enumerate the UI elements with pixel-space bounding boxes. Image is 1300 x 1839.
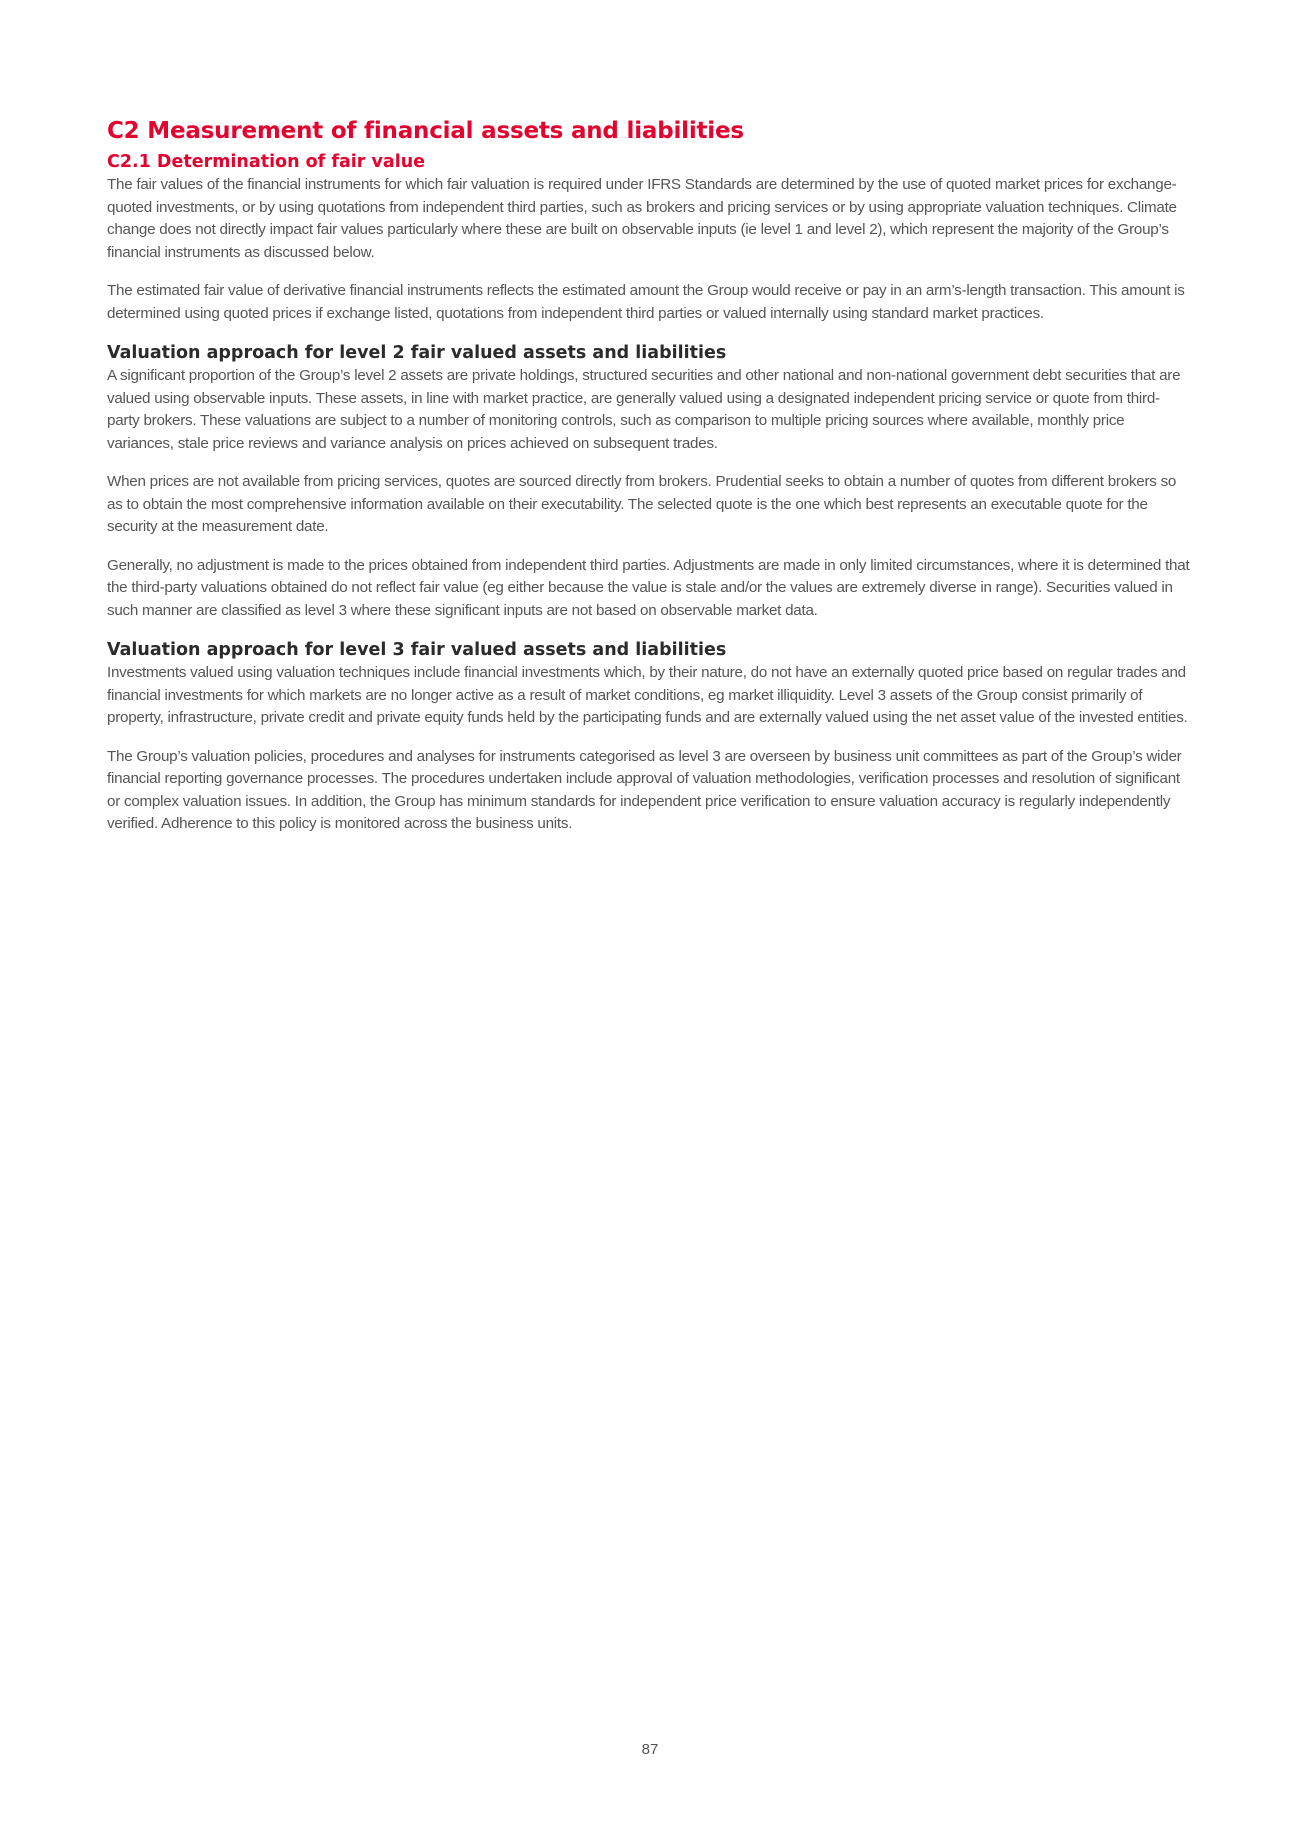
paragraph-derivatives: The estimated fair value of derivative financial instruments reflects the estimated amount the Group would receive or pay in an arm’s-length transaction. This amount is determined using quoted prices if exchange listed, quotations from independent third parties or valued internally using standard market practices. xyxy=(107,282,1185,322)
document-body xyxy=(107,118,1192,836)
level2-heading: Valuation approach for level 2 fair valued assets and liabilities xyxy=(107,343,727,363)
level3-heading: Valuation approach for level 3 fair valued assets and liabilities xyxy=(107,640,727,660)
page-number: 87 xyxy=(641,1741,659,1758)
paragraph-level2-brokers: When prices are not available from pricing services, quotes are sourced directly from brokers. Prudential seeks to obtain a number of quotes from different brokers so as to obtain the most comprehensive information available on their executability. The selected quote is the one which best represents an executable quote for the security at the measurement date. xyxy=(107,473,1177,535)
paragraph-level2-adjustments: Generally, no adjustment is made to the prices obtained from independent third parties. Adjustments are made in only limited circumstances, where it is determined that the third-party valuations obtained do not reflect fair value (eg either because the value is stale and/or the values are extremely diverse in range). Securities valued in such manner are classified as level 3 where these significant inputs are not based on observable market data. xyxy=(107,556,1190,619)
paragraph-level3-governance: The Group’s valuation policies, procedures and analyses for instruments categorised as level 3 are overseen by business unit committees as part of the Group’s wider financial reporting governance processes. The procedures undertaken include approval of valuation methodologies, verification processes and resolution of significant or complex valuation issues. In addition, the Group has minimum standards for independent price verification to ensure valuation accuracy is regularly independently verified. Adherence to this policy is monitored across the business units. xyxy=(107,747,1182,832)
section-title: C2 Measurement of financial assets and liabilities xyxy=(107,118,744,144)
paragraph-level2-assets: A significant proportion of the Group’s level 2 assets are private holdings, structured securities and other national and non-national government debt securities that are valued using observable inputs. These assets, in line with market practice, are generally valued using a designated independent pricing service or quote from third-party brokers. These valuations are subject to a number of monitoring controls, such as comparison to multiple pricing sources where available, monthly price variances, stale price reviews and variance analysis on prices achieved on subsequent trades. xyxy=(107,367,1181,452)
subsection-heading: C2.1 Determination of fair value xyxy=(107,152,426,172)
paragraph-fair-value-intro: The fair values of the financial instruments for which fair valuation is required under IFRS Standards are determined by the use of quoted market prices for exchange-quoted investments, or by using quotations from independent third parties, such as brokers and pricing services or by using appropriate valuation techniques. Climate change does not directly impact fair values particularly where these are built on observable inputs (ie level 1 and level 2), which represent the majority of the Group’s financial instruments as discussed below. xyxy=(107,176,1177,261)
paragraph-level3-investments: Investments valued using valuation techniques include financial investments which, by their nature, do not have an externally quoted price based on regular trades and financial investments for which markets are no longer active as a result of market conditions, eg market illiquidity. Level 3 assets of the Group consist primarily of property, infrastructure, private credit and private equity funds held by the participating funds and are externally valued using the net asset value of the invested entities. xyxy=(107,664,1188,726)
